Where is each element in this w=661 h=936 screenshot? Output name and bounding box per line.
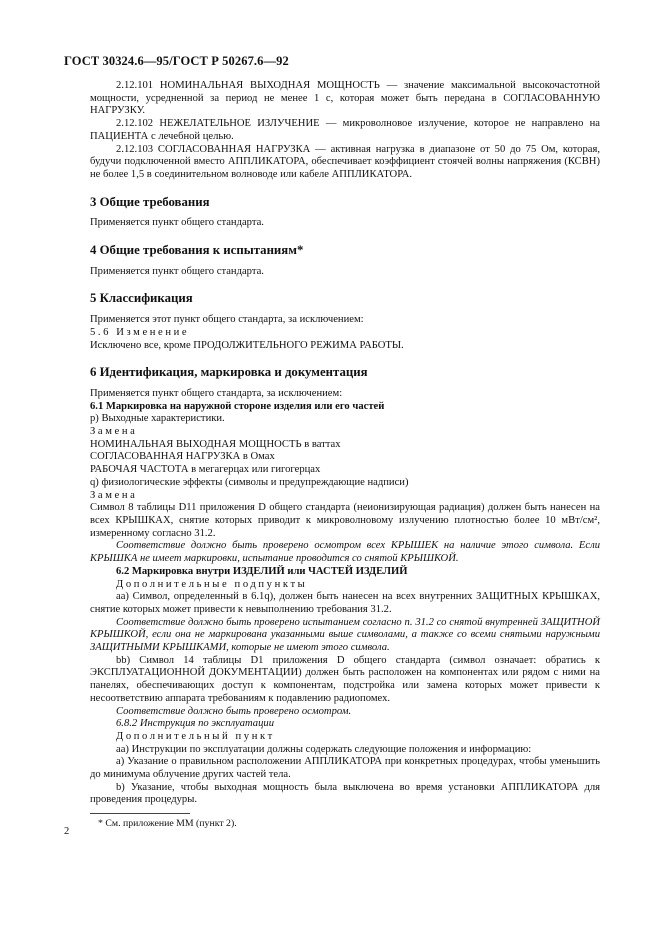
- footnote-rule: [90, 813, 190, 814]
- definition-2-12-101: 2.12.101 НОМИНАЛЬНАЯ ВЫХОДНАЯ МОЩНОСТЬ — значение максимальной высокочастотной мощности, усредненной за период не менее 1 с, которая может быть передана в СОГЛАСОВАННУЮ НАГРУЗКУ.: [90, 80, 600, 117]
- additional-item-label: Дополнительный пункт: [116, 730, 275, 742]
- replacement-label-2: Замена: [90, 489, 138, 501]
- section-3-text: Применяется пункт общего стандарта.: [90, 217, 264, 229]
- definition-2-12-103: 2.12.103 СОГЛАСОВАННАЯ НАГРУЗКА — активная нагрузка в диапазоне от 50 до 75 Ом, которая, будучи подключенной вместо АППЛИКАТОРА, обеспечивает коэффициент стоячей волны напряжения (КСВН) не более 1,5 в соединительном волноводе или кабеле АППЛИКАТОРА.: [90, 143, 600, 180]
- document-header: ГОСТ 30324.6—95/ГОСТ Р 50267.6—92: [64, 54, 289, 68]
- replacement-line-3: РАБОЧАЯ ЧАСТОТА в мегагерцах или гигогерцах: [90, 464, 321, 476]
- additional-subitems-label: Дополнительные подпункты: [116, 578, 308, 590]
- item-bb: bb) Символ 14 таблицы D1 приложения D общего стандарта (символ означает: обратись к ЭКСПЛУАТАЦИОННОЙ ДОКУМЕНТАЦИИ) должен быть расположен на компонентах или рядом с ними на панелях, обеспечивающих доступ к компонентам, подстройка или замена которых может привести к несоответствию аппарата требованиям к подавлению радиопомех.: [90, 654, 600, 704]
- item-aa: аа) Символ, определенный в 6.1q), должен быть нанесен на всех внутренних ЗАЩИТНЫХ КРЫШКАХ, снятие которых может привести к невыполнению требования 31.2.: [90, 591, 600, 615]
- item-b: b) Указание, чтобы выходная мощность была выключена во время установки АППЛИКАТОРА для проведения процедуры.: [90, 781, 600, 806]
- section-6-8-2-heading: 6.8.2 Инструкция по эксплуатации: [116, 718, 274, 730]
- document-body: [90, 80, 600, 831]
- replacement-line-1: НОМИНАЛЬНАЯ ВЫХОДНАЯ МОЩНОСТЬ в ваттах: [90, 438, 341, 450]
- section-5-intro: Применяется этот пункт общего стандарта, за исключением:: [90, 314, 364, 326]
- replacement-label-1: Замена: [90, 426, 138, 438]
- section-6-2-heading: 6.2 Маркировка внутри ИЗДЕЛИЙ или ЧАСТЕЙ ИЗДЕЛИЙ: [116, 565, 408, 577]
- definition-2-12-102: 2.12.102 НЕЖЕЛАТЕЛЬНОЕ ИЗЛУЧЕНИЕ — микроволновое излучение, которое не направлено на ПАЦИЕНТА с лечебной целью.: [90, 118, 600, 142]
- compliance-check-1: Соответствие должно быть проверено осмотром всех КРЫШЕК на наличие этого символа. Если КРЫШКА не имеет маркировки, испытание проводится со снятой КРЫШКОЙ.: [90, 540, 600, 565]
- compliance-check-2: Соответствие должно быть проверено испытанием согласно п. 31.2 со снятой внутренней ЗАЩИТНОЙ КРЫШКОЙ, если она не маркирована указанными выше символами, а также со всеми снятыми наружными ЗАЩИТНЫМИ КРЫШКАМИ, которые не имеют этого символа.: [90, 616, 600, 654]
- page-number: 2: [64, 826, 70, 837]
- section-6-title: 6 Идентификация, маркировка и документация: [90, 365, 368, 380]
- symbol-8-text: Символ 8 таблицы D11 приложения D общего стандарта (неионизирующая радиация) должен быть нанесен на всех КРЫШКАХ, снятие которых приводит к микроволновому излучению плотностью более 10 мВт/см², измеренному согласно 31.2.: [90, 502, 600, 539]
- section-4-text: Применяется пункт общего стандарта.: [90, 265, 264, 277]
- section-6-1-heading: 6.1 Маркировка на наружной стороне изделия или его частей: [90, 400, 385, 412]
- section-5-6-text: Исключено все, кроме ПРОДОЛЖИТЕЛЬНОГО РЕЖИМА РАБОТЫ.: [90, 339, 404, 351]
- section-6-intro: Применяется пункт общего стандарта, за исключением:: [90, 387, 343, 399]
- section-5-6-heading: 5.6 Изменение: [90, 326, 190, 338]
- section-4-title: 4 Общие требования к испытаниям*: [90, 243, 304, 258]
- section-5-title: 5 Классификация: [90, 291, 193, 306]
- item-q: q) физиологические эффекты (символы и предупреждающие надписи): [90, 476, 409, 488]
- item-p: p) Выходные характеристики.: [90, 413, 225, 425]
- section-3-title: 3 Общие требования: [90, 194, 210, 209]
- item-aa-instructions: аа) Инструкции по эксплуатации должны содержать следующие положения и информацию:: [116, 743, 532, 755]
- footnote: * См. приложение ММ (пункт 2).: [98, 818, 237, 830]
- compliance-check-3: Соответствие должно быть проверено осмотром.: [116, 705, 352, 717]
- replacement-line-2: СОГЛАСОВАННАЯ НАГРУЗКА в Омах: [90, 451, 275, 463]
- item-a: а) Указание о правильном расположении АППЛИКАТОРА при конкретных процедурах, чтобы уменьшить до минимума облучение других частей тела.: [90, 756, 600, 781]
